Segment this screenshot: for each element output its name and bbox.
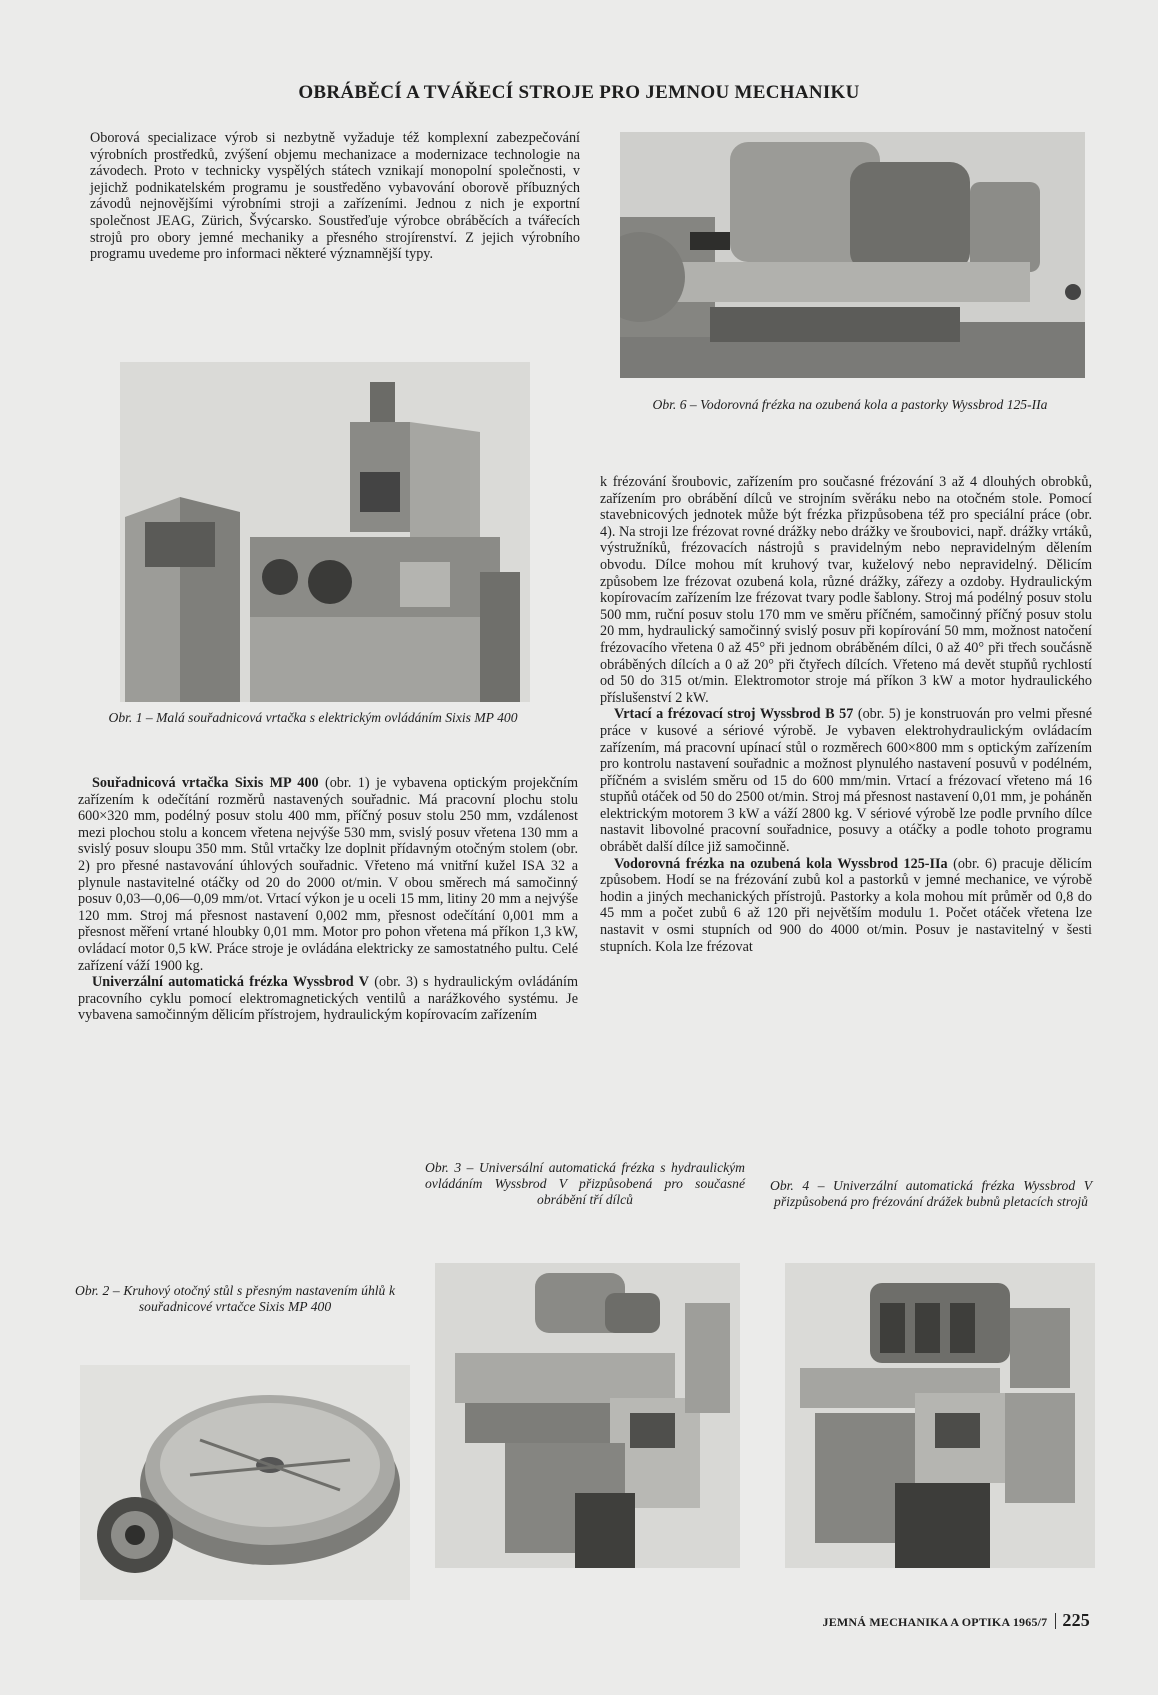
right-column: [600, 474, 1092, 955]
paragraph-125-iia: [600, 856, 1092, 956]
paragraph-wyssbrod-v-body: (obr. 3) s hydraulickým ovládáním pracovního cyklu pomocí elektromagnetických ventilů a narážkového systému. Je vybavena samočinným dělicím přístrojem, hydraulickým kopírovacím zařízením: [78, 974, 578, 1024]
figure-3-caption: Obr. 3 – Universální automatická frézka s hydraulickým ovládáním Wyssbrod V přizpůsobená pro současné obrábění tří dílců: [425, 1160, 745, 1207]
paragraph-wyssbrod-v-heading: Univerzální automatická frézka Wyssbrod V: [92, 974, 369, 991]
figure-6-caption: Obr. 6 – Vodorovná frézka na ozubená kola a pastorky Wyssbrod 125-IIa: [652, 397, 1048, 412]
paragraph-sixis: [78, 775, 578, 974]
figure-6-photo: [620, 132, 1085, 378]
figure-3-photo: [435, 1263, 740, 1568]
intro-text: Oborová specializace výrob si nezbytně vyžaduje též komplexní zabezpečování výrobních prostředků, zvýšení objemu mechanizace a modernizace technologie na závodech. Proto v technicky vyspělých státech vznikají monopolní společnosti, v jejichž podnikatelském programu je soustředěno vybavování oborově příbuzných závodů nejnovějšími výrobními stroji a zařízeními. Jednou z nich je exportní společnost JEAG, Zürich, Švýcarsko. Soustřeďuje výrobce obráběcích a tvářecích strojů pro obory jemné mechaniky a přesného strojírenství. Z jejich výrobního programu uvedeme pro informaci některé významnější typy.: [90, 130, 580, 263]
figure-1-photo: [120, 362, 530, 702]
paragraph-125-iia-body: (obr. 6) pracuje dělicím způsobem. Hodí se na frézování zubů kol a pastorků v jemné mechanice, ve výrobě hodin a jiných mechanických přístrojů. Pastorky a kola mohou mít průměr od 0,8 do 45 mm a počet zubů 6 až 120 při největším modulu 1. Počet otáček vřetena lze nastavit v osmi stupních od 900 do 4000 ot/min. Posuv je nastavitelný v šesti stupních. Kola lze frézovat: [600, 855, 1093, 955]
page-number: 225: [1062, 1610, 1090, 1630]
paragraph-sixis-body: (obr. 1) je vybavena optickým projekčním zařízením k odečítání rozměrů nastavených souřadnic. Má pracovní plochu stolu 600×320 mm, podélný posuv stolu 400 mm, příčný posuv stolu 250 mm, vzdálenost mezi plochou stolu a koncem vřetena nejvýše 530 mm, svislý posuv vřetena 130 mm a svislý posuv sloupu 350 mm. Stůl vrtačky lze doplnit přídavným otočným stolem (obr. 2) pro přesné nastavování úhlových souřadnic. Vřeteno má vnitřní kužel ISA 32 a plynule nastavitelné otáčky od 20 do 2000 ot/min. V obou směrech má samočinný posuv 0,03—0,06—0,09 mm/ot. Vrtací výkon je u oceli 15 mm, litiny 20 mm a nejvýše 120 mm. Stroj má přesnost nastavení 0,002 mm, přesnost odečítání 0,001 mm a přesnost měření vrtané hloubky 0,01 mm. Motor pro pohon vřetena má příkon 1,3 kW, ovládací motor 0,5 kW. Práce stroje je ovládána elektricky ze samostatného pultu. Celé zařízení váží 1900 kg.: [78, 775, 578, 974]
figure-1-caption: Obr. 1 – Malá souřadnicová vrtačka s elektrickým ovládáním Sixis MP 400: [108, 710, 518, 725]
intro-paragraph: [90, 130, 580, 263]
paragraph-wyssbrod-v: [78, 974, 578, 1024]
paragraph-125-iia-heading: Vodorovná frézka na ozubená kola Wyssbrod 125-IIa: [614, 855, 948, 872]
figure-4-caption: Obr. 4 – Univerzální automatická frézka Wyssbrod V přizpůsobená pro frézování drážek bubnů pletacích strojů: [770, 1178, 1092, 1209]
footer-divider: [1055, 1613, 1056, 1629]
journal-name: JEMNÁ MECHANIKA A OPTIKA 1965/7: [822, 1615, 1048, 1629]
left-column: [78, 775, 578, 1024]
page-title: OBRÁBĚCÍ A TVÁŘECÍ STROJE PRO JEMNOU MECHANIKU: [298, 82, 860, 103]
figure-4-photo: [785, 1263, 1095, 1568]
paragraph-b57-body: (obr. 5) je konstruován pro velmi přesné práce v kusové a sériové výrobě. Je vybaven elektrohydraulickým ovládacím zařízením, má pracovní upínací stůl o rozměrech 600×800 mm s optickým zařízením pro kontrolu nastavení souřadnic a možnost plynulého nastavení posuvů v podélném, příčném a svislém směru od 15 do 600 mm/min. Vrtací a frézovací vřeteno má 16 stupňů otáček od 50 do 2500 ot/min. Stroj má přesnost nastavení 0,01 mm, je poháněn elektrickým motorem 3 kW a váží 2800 kg. V sériové výrobě lze podle prvního dílce nastavit libovolné pracovní souřadnice, posuvy a otáčky a podle tohoto programu obrábět další dílce již samočinně.: [600, 706, 1092, 856]
paragraph-continuation: k frézování šroubovic, zařízením pro současné frézování 3 až 4 dlouhých obrobků, zařízením pro obrábění dílců ve strojním svěráku nebo na otočném stole. Pomocí stavebnicových jednotek může být frézka přizpůsobena též pro speciální práce (obr. 4). Na stroji lze frézovat rovné drážky nebo drážky ve šroubovici, např. drážky vrtáků, výstružníků, frézovacích nástrojů s pravidelným nebo nepravidelným dělením obvodu. Dílce mohou mít kruhový tvar, kuželový nebo nepravidelný. Dělicím způsobem lze frézovat ozubená kola, různé drážky, zářezy a ozdoby. Hydraulickým kopírovacím zařízením lze frézovat tvary podle šablony. Stroj má podélný posuv stolu 500 mm, ruční posuv stolu 170 mm ve směru příčném, samočinný příčný posuv stolu 20 mm, hydraulický samočinný svislý posuv při kopírování 50 mm, možnost natočení frézovacího vřetena 0 až 45° při jednom obráběném dílci, 0 až 40° při třech součásně obráběných dílcích a 0 až 20° při čtyřech dílcích. Vřeteno má devět stupňů rychlostí od 50 do 315 ot/min. Elektromotor stroje má příkon 3 kW a motor hydraulického příslušenství 2 kW.: [600, 474, 1092, 706]
figure-2-caption: Obr. 2 – Kruhový otočný stůl s přesným nastavením úhlů k souřadnicové vrtačce Sixis MP 400: [75, 1283, 395, 1314]
paragraph-sixis-heading: Souřadnicová vrtačka Sixis MP 400: [92, 775, 319, 791]
paragraph-b57: [600, 706, 1092, 855]
page-footer: [730, 1610, 1090, 1631]
paragraph-b57-heading: Vrtací a frézovací stroj Wyssbrod B 57: [614, 706, 854, 723]
figure-2-photo: [80, 1365, 410, 1600]
